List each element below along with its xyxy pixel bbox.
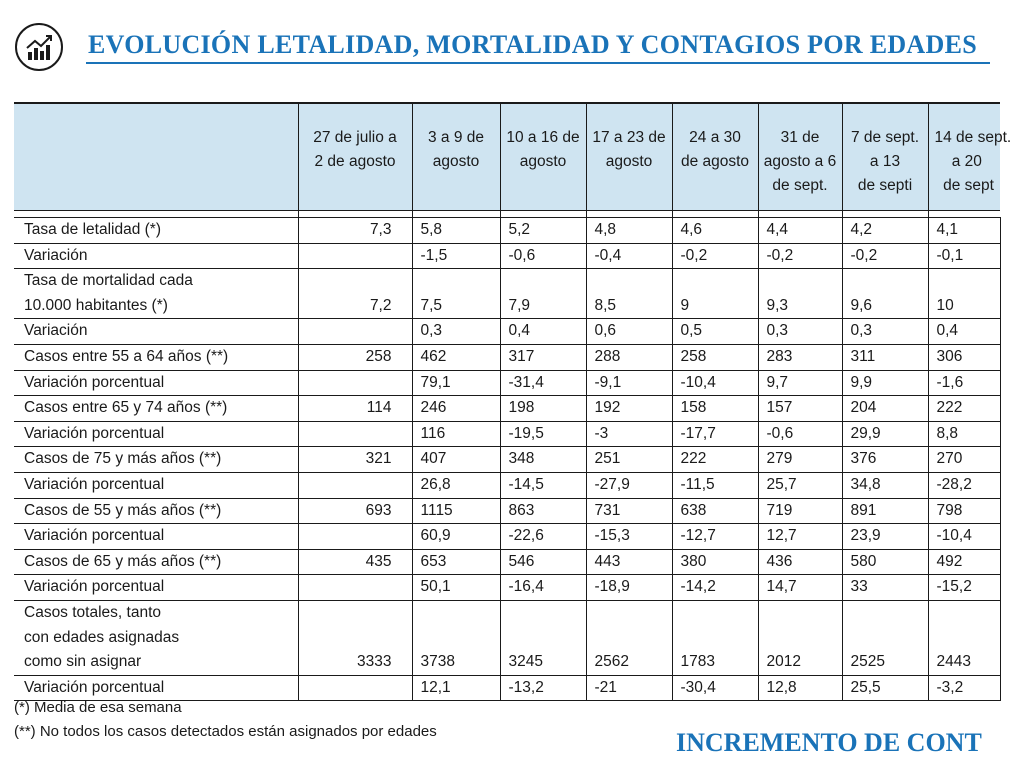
data-table xyxy=(14,102,1011,701)
value-cell: 798 xyxy=(928,498,1000,524)
col-header: 10 a 16 de agosto xyxy=(500,103,586,211)
value-cell: -0,2 xyxy=(672,243,758,269)
value-cell: 34,8 xyxy=(842,472,928,498)
value-cell: 693 xyxy=(298,498,412,524)
value-cell: 348 xyxy=(500,447,586,473)
value-cell: 12,1 xyxy=(412,675,500,701)
value-cell: 546 xyxy=(500,549,586,575)
value-cell: -27,9 xyxy=(586,472,672,498)
row-label: Casos entre 65 y 74 años (**) xyxy=(14,396,298,422)
value-cell: 317 xyxy=(500,344,586,370)
value-cell xyxy=(298,524,412,550)
value-cell: 0,4 xyxy=(928,319,1000,345)
value-cell: 50,1 xyxy=(412,575,500,601)
value-cell: 251 xyxy=(586,447,672,473)
row-label: Variación porcentual xyxy=(14,575,298,601)
value-cell: 0,6 xyxy=(586,319,672,345)
value-cell: 4,4 xyxy=(758,218,842,244)
value-cell: 7,9 xyxy=(500,269,586,319)
value-cell: 653 xyxy=(412,549,500,575)
value-cell: 25,7 xyxy=(758,472,842,498)
title-underline xyxy=(86,62,990,64)
value-cell: 638 xyxy=(672,498,758,524)
value-cell xyxy=(298,575,412,601)
value-cell: -15,3 xyxy=(586,524,672,550)
value-cell: 891 xyxy=(842,498,928,524)
value-cell xyxy=(298,370,412,396)
table-row xyxy=(14,498,1000,524)
value-cell xyxy=(298,472,412,498)
value-cell: 719 xyxy=(758,498,842,524)
table-row xyxy=(14,243,1000,269)
row-label: Variación porcentual xyxy=(14,675,298,701)
value-cell: -19,5 xyxy=(500,421,586,447)
table-row xyxy=(14,421,1000,447)
col-header: 24 a 30 de agosto xyxy=(672,103,758,211)
table-row xyxy=(14,549,1000,575)
value-cell: 26,8 xyxy=(412,472,500,498)
col-header: 27 de julio a 2 de agosto xyxy=(298,103,412,211)
row-label: Casos de 55 y más años (**) xyxy=(14,498,298,524)
value-cell: 0,5 xyxy=(672,319,758,345)
value-cell: 5,2 xyxy=(500,218,586,244)
value-cell: 0,3 xyxy=(842,319,928,345)
value-cell: 258 xyxy=(672,344,758,370)
value-cell: 33 xyxy=(842,575,928,601)
row-label: Casos entre 55 a 64 años (**) xyxy=(14,344,298,370)
row-label: Casos de 65 y más años (**) xyxy=(14,549,298,575)
next-section-title: INCREMENTO DE CONT xyxy=(676,728,982,757)
value-cell: 198 xyxy=(500,396,586,422)
value-cell: -16,4 xyxy=(500,575,586,601)
value-cell: -15,2 xyxy=(928,575,1000,601)
value-cell: 731 xyxy=(586,498,672,524)
value-cell: 2443 xyxy=(928,600,1000,675)
value-cell: 288 xyxy=(586,344,672,370)
row-label: Variación xyxy=(14,319,298,345)
value-cell: 270 xyxy=(928,447,1000,473)
value-cell: 258 xyxy=(298,344,412,370)
table-row xyxy=(14,575,1000,601)
value-cell: -12,7 xyxy=(672,524,758,550)
value-cell: -30,4 xyxy=(672,675,758,701)
value-cell: 321 xyxy=(298,447,412,473)
row-label: Casos totales, tanto con edades asignadas como sin asignar xyxy=(14,600,298,675)
value-cell: -0,2 xyxy=(842,243,928,269)
value-cell: 23,9 xyxy=(842,524,928,550)
col-header: 31 de agosto a 6 de sept. xyxy=(758,103,842,211)
row-label: Variación porcentual xyxy=(14,370,298,396)
value-cell: -31,4 xyxy=(500,370,586,396)
value-cell: 5,8 xyxy=(412,218,500,244)
value-cell xyxy=(298,319,412,345)
value-cell: 14,7 xyxy=(758,575,842,601)
value-cell: 3738 xyxy=(412,600,500,675)
value-cell: 4,2 xyxy=(842,218,928,244)
value-cell: 9,9 xyxy=(842,370,928,396)
value-cell: -0,1 xyxy=(928,243,1000,269)
value-cell: 204 xyxy=(842,396,928,422)
value-cell: -22,6 xyxy=(500,524,586,550)
value-cell: 9,7 xyxy=(758,370,842,396)
value-cell: 222 xyxy=(672,447,758,473)
value-cell: -13,2 xyxy=(500,675,586,701)
value-cell: 279 xyxy=(758,447,842,473)
value-cell: 4,1 xyxy=(928,218,1000,244)
value-cell: 8,8 xyxy=(928,421,1000,447)
value-cell: -10,4 xyxy=(928,524,1000,550)
value-cell: 2012 xyxy=(758,600,842,675)
value-cell: -10,4 xyxy=(672,370,758,396)
value-cell: 462 xyxy=(412,344,500,370)
table-row xyxy=(14,675,1000,701)
value-cell: 79,1 xyxy=(412,370,500,396)
value-cell: 222 xyxy=(928,396,1000,422)
row-label: Variación porcentual xyxy=(14,524,298,550)
value-cell: 60,9 xyxy=(412,524,500,550)
value-cell: 12,8 xyxy=(758,675,842,701)
value-cell: 3333 xyxy=(298,600,412,675)
value-cell: -14,2 xyxy=(672,575,758,601)
value-cell: -3 xyxy=(586,421,672,447)
table-row xyxy=(14,600,1000,675)
value-cell xyxy=(298,243,412,269)
value-cell: 4,8 xyxy=(586,218,672,244)
value-cell: -9,1 xyxy=(586,370,672,396)
value-cell: 7,3 xyxy=(298,218,412,244)
value-cell: 435 xyxy=(298,549,412,575)
value-cell xyxy=(298,421,412,447)
header-gap-row xyxy=(14,211,1000,218)
value-cell: -0,2 xyxy=(758,243,842,269)
row-label: Variación xyxy=(14,243,298,269)
value-cell: 7,5 xyxy=(412,269,500,319)
value-cell: 1783 xyxy=(672,600,758,675)
table-row xyxy=(14,344,1000,370)
value-cell: 0,3 xyxy=(412,319,500,345)
value-cell: 7,2 xyxy=(298,269,412,319)
value-cell: 12,7 xyxy=(758,524,842,550)
value-cell: 246 xyxy=(412,396,500,422)
value-cell: 443 xyxy=(586,549,672,575)
footnote: (*) Media de esa semana xyxy=(14,699,182,716)
header-blank-cell xyxy=(14,103,298,211)
value-cell xyxy=(298,675,412,701)
value-cell: 380 xyxy=(672,549,758,575)
value-cell: 436 xyxy=(758,549,842,575)
value-cell: -1,5 xyxy=(412,243,500,269)
value-cell: -0,4 xyxy=(586,243,672,269)
value-cell: 376 xyxy=(842,447,928,473)
col-header: 14 de sept. a 20 de sept xyxy=(928,103,1000,211)
table-row xyxy=(14,269,1000,319)
value-cell: 158 xyxy=(672,396,758,422)
value-cell: 311 xyxy=(842,344,928,370)
table-row xyxy=(14,319,1000,345)
value-cell: -1,6 xyxy=(928,370,1000,396)
row-label: Tasa de mortalidad cada 10.000 habitantes (*) xyxy=(14,269,298,319)
value-cell: 9,3 xyxy=(758,269,842,319)
value-cell: 29,9 xyxy=(842,421,928,447)
value-cell: -14,5 xyxy=(500,472,586,498)
value-cell: 9 xyxy=(672,269,758,319)
table-row xyxy=(14,472,1000,498)
table-header-row xyxy=(14,103,1000,211)
value-cell: 192 xyxy=(586,396,672,422)
value-cell: -3,2 xyxy=(928,675,1000,701)
value-cell: 580 xyxy=(842,549,928,575)
page-title: EVOLUCIÓN LETALIDAD, MORTALIDAD Y CONTAGIOS POR EDADES xyxy=(88,30,977,59)
col-header: 3 a 9 de agosto xyxy=(412,103,500,211)
value-cell: 3245 xyxy=(500,600,586,675)
value-cell: 863 xyxy=(500,498,586,524)
table-row xyxy=(14,447,1000,473)
chart-growth-icon xyxy=(14,22,64,72)
value-cell: 407 xyxy=(412,447,500,473)
footnote: (**) No todos los casos detectados están asignados por edades xyxy=(14,723,437,740)
row-label: Variación porcentual xyxy=(14,472,298,498)
col-header: 17 a 23 de agosto xyxy=(586,103,672,211)
value-cell: 25,5 xyxy=(842,675,928,701)
value-cell: 0,3 xyxy=(758,319,842,345)
value-cell: 157 xyxy=(758,396,842,422)
value-cell: 0,4 xyxy=(500,319,586,345)
value-cell: 9,6 xyxy=(842,269,928,319)
value-cell: 116 xyxy=(412,421,500,447)
value-cell: 1115 xyxy=(412,498,500,524)
row-label: Tasa de letalidad (*) xyxy=(14,218,298,244)
value-cell: 283 xyxy=(758,344,842,370)
value-cell: -0,6 xyxy=(500,243,586,269)
value-cell: 306 xyxy=(928,344,1000,370)
table-row xyxy=(14,218,1000,244)
value-cell: 10 xyxy=(928,269,1000,319)
value-cell: -18,9 xyxy=(586,575,672,601)
col-header: 7 de sept. a 13 de septi xyxy=(842,103,928,211)
value-cell: 4,6 xyxy=(672,218,758,244)
row-label: Variación porcentual xyxy=(14,421,298,447)
value-cell: -17,7 xyxy=(672,421,758,447)
value-cell: -11,5 xyxy=(672,472,758,498)
value-cell: 2525 xyxy=(842,600,928,675)
table-row xyxy=(14,370,1000,396)
value-cell: 2562 xyxy=(586,600,672,675)
value-cell: 8,5 xyxy=(586,269,672,319)
value-cell: 492 xyxy=(928,549,1000,575)
table-row xyxy=(14,396,1000,422)
table-row xyxy=(14,524,1000,550)
value-cell: -21 xyxy=(586,675,672,701)
value-cell: -28,2 xyxy=(928,472,1000,498)
value-cell: 114 xyxy=(298,396,412,422)
row-label: Casos de 75 y más años (**) xyxy=(14,447,298,473)
value-cell: -0,6 xyxy=(758,421,842,447)
